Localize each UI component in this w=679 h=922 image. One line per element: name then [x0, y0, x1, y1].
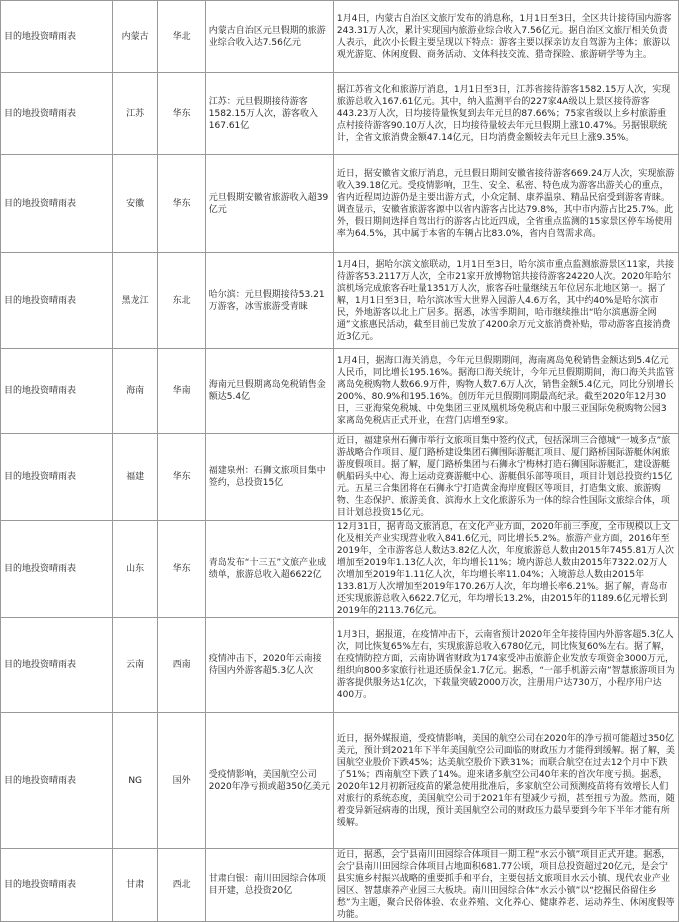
table-row: [1, 155, 679, 253]
detail-text: 1月4日，据哈尔滨文旅联动，1月1日至3日，哈尔滨市重点监测旅游景区11家，共接待游客53.2117万人次，全市21家开放博物馆共接待游客24220人次。2020年哈尔滨机场完成旅客吞吐量1351万人次，旅客吞吐量继续五年位居东北地区第一。据了解，1月1日至3日，哈尔滨冰雪大世界入园游人4.6万名，其中约40%是哈尔滨市民，外地游客以北上广居多。据悉，冰雪季期间，哈市继续推出“哈尔滨惠游全网通”文旅惠民活动，截至目前已发放了4200余万元文旅消费补贴，带动游客直接消费近3亿元。: [336, 259, 674, 342]
province-cell: 江苏: [112, 73, 157, 155]
detail-cell: [333, 253, 678, 349]
category-cell: 目的地投资晴雨表: [1, 1, 113, 73]
summary-cell: 福建泉州：石狮文旅项目集中签约，总投资15亿: [205, 434, 333, 521]
summary-cell: 元旦假期安徽省旅游收入超39亿元: [205, 155, 333, 253]
region-cell: 华东: [158, 155, 205, 253]
summary-cell: 受疫情影响，美国航空公司2020年净亏损或超350亿美元: [205, 713, 333, 849]
detail-text: 近日，福建泉州石狮市举行文旅项目集中签约仪式，包括深圳三合德城“一城多点”旅游战略合作项目、厦门路桥建设集团石狮围际游艇汇项目、厦门路桥国际游艇休闲旅游度假项目。据了解，厦门路桥集团与石狮永宁梅林打造石狮国际游艇汇，建设游艇帆船码头中心、海上运动竞赛游艇中心、游艇俱乐部等项目，项目计划总投资约15亿元。五星三合集团将在石狮永宁打造黄金海岸度假区等项目，打造集文旅、旅游购物、生态保护、旅游美食、滨海水上文化旅游乐为一体的综合性国际文旅综合体，项目计划总投资15亿元。: [336, 436, 673, 518]
detail-text: 据江苏省文化和旅游厅消息，1月1日至3日，江苏省接待游客1582.15万人次，实现旅游总收入167.61亿元。其中，纳入监测平台的227家4A级以上景区接待游客443.23万人次，日均接待量恢复到去年元旦的87.66%；75家省级以上乡村旅游重点村接待游客90.10万人次，日均接待量较去年元旦假期上涨10.47%。另据银联统计，全省文旅消费金额47.14亿元，日均消费金额较去年元旦上涨9.35%。: [336, 84, 671, 143]
province-cell: 山东: [112, 521, 157, 618]
region-cell: 华北: [158, 1, 205, 73]
summary-cell: 海南元旦假期离岛免税销售金额达5.4亿: [205, 349, 333, 434]
summary-cell: 青岛发布“十三五”文旅产业成绩单，旅游总收入超6622亿: [205, 521, 333, 618]
category-cell: 目的地投资晴雨表: [1, 618, 113, 713]
region-cell: 华东: [158, 434, 205, 521]
category-cell: 目的地投资晴雨表: [1, 253, 113, 349]
province-cell: 甘肃: [112, 849, 157, 922]
detail-text: 1月4日，内蒙古自治区文旅厅发布的消息称，1月1日至3日，全区共计接待国内游客243.31万人次，累计实现国内旅游业综合收入7.56亿元。据自治区文旅厅相关负责人表示，此次小长假主要呈现以下特点：游客主要以探亲访友自驾游为主体；旅游以观光游览、休闲度假、商务活动、文体科技交流、猎奇探险、旅游研学等为主。: [336, 13, 672, 60]
table-row: [1, 434, 679, 521]
province-cell: 福建: [112, 434, 157, 521]
detail-cell: [333, 849, 678, 922]
summary-cell: 甘肃白银：南川田园综合体项目开建，总投资20亿: [205, 849, 333, 922]
table-body: [1, 1, 679, 922]
table-row: [1, 73, 679, 155]
category-cell: 目的地投资晴雨表: [1, 434, 113, 521]
province-cell: 云南: [112, 618, 157, 713]
detail-text: 12月31日，据青岛文旅消息，在文化产业方面，2020年前三季度，全市规模以上文化及相关产业实现营业收入841.6亿元，同比增长5.2%。旅游产业方面，2016年至2019年，全市游客总人数达3.82亿人次，年度旅游总人数由2015年7455.81万人次增加至2019年1.13亿人次，年均增长11%；境内游总人数由2015年7322.02万人次增加至2019年1.11亿人次，年均增长率11.04%；入境游总人数由2015年133.81万人次增加至2019年170.26万人次，年均增长率6.21%。据了解，青岛市还实现旅游总收入6622.7亿元，年均增长13.2%，由2015年的1189.6亿元增长到2019年的2113.76亿元。: [336, 522, 674, 616]
province-cell: 黑龙江: [112, 253, 157, 349]
detail-cell: [333, 521, 678, 618]
province-cell: NG: [112, 713, 157, 849]
table-row: [1, 618, 679, 713]
category-cell: 目的地投资晴雨表: [1, 155, 113, 253]
detail-text: 近日，据悉，会宁县南川田园综合体项目一期工程“水云小镇”项目正式开建。据悉，会宁县南川田园综合体项目占地面积681.77公顷，项目总投资超过20亿元，是会宁县实施乡村振兴战略的重要抓手和平台，主要包括文旅项目水云小镇、现代农业产业园区、智慧康养产业园三大板块。南川田园综合体“水云小镇”以“挖掘民俗留住乡愁”为主题，聚合民俗体验、农业养殖、文化养心、健康养老、运动养生、休闲度假等功能。: [336, 850, 675, 920]
category-cell: 目的地投资晴雨表: [1, 349, 113, 434]
region-cell: 西北: [158, 849, 205, 922]
detail-cell: [333, 434, 678, 521]
category-cell: 目的地投资晴雨表: [1, 521, 113, 618]
table-row: [1, 713, 679, 849]
detail-cell: [333, 349, 678, 434]
table-row: [1, 521, 679, 618]
detail-cell: [333, 1, 678, 73]
table-row: [1, 849, 679, 922]
summary-cell: 疫情冲击下，2020年云南接待国内外游客超5.3亿人次: [205, 618, 333, 713]
detail-text: 近日，据安徽省文旅厅消息，元旦假日期间安徽省接待游客669.24万人次，实现旅游收入39.18亿元。受疫情影响，卫生、安全、私密、特色成为游客出游关心的重点，省内近程周边游仍是主要出游方式，小众定制、康养温泉、精品民宿受到游客青睐。调查显示，安徽省旅游客源中以省内游客占比达79.8%，其中市内游占比25.7%。此外，假日期间选择自驾出行的游客占比近四成，全省重点监测的15家景区停车场使用率为64.5%，其中属于本省的车辆占比83.0%，省内自驾需求高。: [336, 168, 675, 239]
detail-text: 近日，据外媒报道，受疫情影响，美国的航空公司在2020年的净亏损可能超过350亿美元，预计到2021年下半年美国航空公司面临的财政压力才能得到缓解。据了解，美国航空业股价下跌45%；达美航空股价下跌31%；而联合航空在过去12个月中下跌了51%；西南航空下跌了14%。迎来诸多航空公司40年来的首次年度亏损。据悉，2020年12月初新冠疫苗的紧急使用批准后，多家航空公司预测疫苗将有效增长人们对旅行的系统态度，美国航空公司于2021年有望减少亏损，甚至扭亏为盈。然而，随着变异新冠病毒的出现，预计美国航空公司的财政压力最早要到今年下半年才能有所缓解。: [336, 733, 675, 828]
province-cell: 内蒙古: [112, 1, 157, 73]
detail-cell: [333, 618, 678, 713]
region-cell: 国外: [158, 713, 205, 849]
province-cell: 安徽: [112, 155, 157, 253]
detail-cell: [333, 713, 678, 849]
region-cell: 华南: [158, 349, 205, 434]
summary-cell: 内蒙古自治区元旦假期的旅游业综合收入达7.56亿元: [205, 1, 333, 73]
region-cell: 华东: [158, 73, 205, 155]
region-cell: 华东: [158, 521, 205, 618]
category-cell: 目的地投资晴雨表: [1, 713, 113, 849]
table-row: [1, 253, 679, 349]
detail-text: 1月4日，据海口海关消息，今年元旦假期期间，海南离岛免税销售金额达到5.4亿元人民币，同比增长195.16%。据海口海关统计，今年元旦假期期间，海口海关共监管离岛免税购物人数66.9万件，购物人数7.6万人次，销售金额5.4亿元，同比分别增长200%、80.9%和195.16%。创历年元旦假期同期最高纪录。截至2020年12月30日，三亚海棠免税城、中免集团三亚凤凰机场免税店和中服三亚国际免税购物公园3家离岛免税店正式开业，在营门店增至9家。: [336, 356, 674, 426]
summary-cell: 江苏：元旦假期接待游客1582.15万人次，游客收入167.61亿: [205, 73, 333, 155]
category-cell: 目的地投资晴雨表: [1, 73, 113, 155]
category-cell: 目的地投资晴雨表: [1, 849, 113, 922]
table-row: [1, 349, 679, 434]
summary-cell: 哈尔滨：元旦假期接待53.21万游客，冰雪旅游受青睐: [205, 253, 333, 349]
region-cell: 西南: [158, 618, 205, 713]
detail-cell: [333, 73, 678, 155]
province-cell: 海南: [112, 349, 157, 434]
region-cell: 东北: [158, 253, 205, 349]
detail-cell: [333, 155, 678, 253]
detail-text: 1月3日，据报道，在疫情冲击下，云南省预计2020年全年接待国内外游客超5.3亿人次，同比恢复65%左右，实现旅游总收入6780亿元，同比恢复60%左右。据了解，在疫情防控方面，云南协调省财政为174家受冲击旅游企业发放专项资金3000万元，组织向800多家旅行社退还质保金1.7亿元。据悉，“一部手机游云南”智慧旅游项目为游客提供服务达1亿次，下载量突破2000万次，注册用户达730万，小程序用户达400万。: [336, 630, 675, 700]
table-row: [1, 1, 679, 73]
